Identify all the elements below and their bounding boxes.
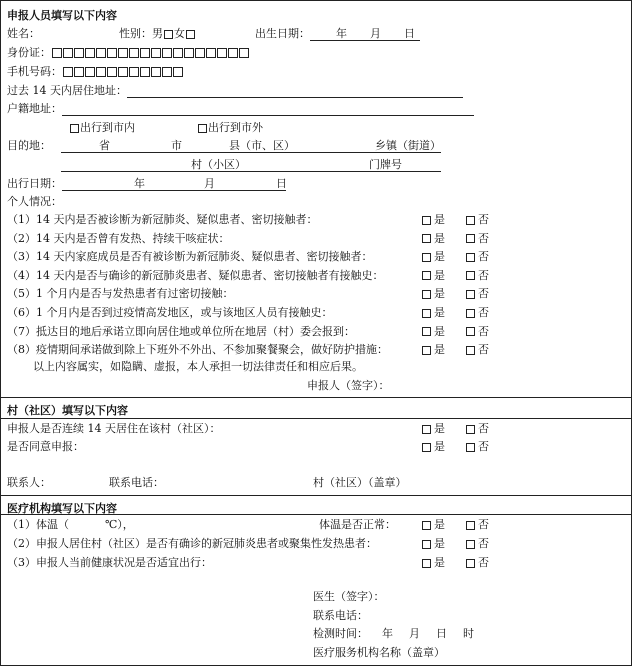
no-checkbox[interactable] (466, 290, 475, 299)
yes-checkbox[interactable] (422, 559, 431, 568)
out-city-label: 出行到市外 (208, 121, 263, 134)
contact-label: 联系人： (7, 476, 51, 489)
yes-checkbox[interactable] (422, 443, 431, 452)
hour-label: 时 (463, 627, 474, 640)
city-label: 市 (171, 139, 182, 152)
section-header: 申报人员填写以下内容 (7, 9, 117, 22)
male-label: 男 (152, 27, 163, 40)
community-q2-options (421, 440, 489, 454)
condition-item-text: （5）1 个月内是否与发热患者有过密切接触： (7, 287, 234, 301)
name-row (7, 27, 40, 41)
household-input[interactable] (62, 104, 474, 116)
village-label: 村（小区） (191, 158, 246, 171)
test-time-row (313, 627, 474, 641)
medical-org-stamp-label: 医疗服务机构名称（盖章） (313, 646, 445, 659)
no-label: 否 (478, 343, 489, 357)
gender-label: 性别： (119, 27, 152, 40)
yes-label: 是 (434, 213, 445, 226)
condition-item-options (421, 325, 489, 339)
yes-checkbox[interactable] (422, 540, 431, 549)
province-label: 省 (99, 139, 110, 152)
destination-line2[interactable] (61, 158, 441, 172)
male-checkbox[interactable] (164, 30, 173, 39)
id-label: 身份证： (7, 46, 51, 59)
month-label: 月 (204, 177, 215, 190)
section-header: 村（社区）填写以下内容 (7, 404, 128, 417)
medical-section (1, 495, 631, 665)
no-label: 否 (478, 250, 489, 264)
no-checkbox[interactable] (466, 443, 475, 452)
yes-label: 是 (434, 231, 445, 245)
no-label: 否 (478, 306, 489, 319)
yes-label: 是 (434, 556, 445, 569)
yes-checkbox[interactable] (422, 253, 431, 262)
no-label: 否 (478, 324, 489, 338)
yes-checkbox[interactable] (422, 290, 431, 299)
year-label: 年 (336, 27, 347, 40)
section-header: 医疗机构填写以下内容 (7, 502, 117, 515)
phone-number-boxes[interactable] (62, 65, 183, 79)
declaration-text: 以上内容属实，如隐瞒、虚报，本人承担一切法律责任和相应后果。 (33, 360, 363, 373)
id-row (7, 46, 249, 60)
medical-q2: （2）申报人居住村（社区）是否有确诊的新冠肺炎患者或聚集性发热患者： (7, 537, 377, 550)
yes-checkbox[interactable] (422, 346, 431, 355)
medical-q3: （3）申报人当前健康状况是否适宜出行： (7, 556, 212, 569)
test-time-label: 检测时间： (313, 627, 368, 640)
month-label: 月 (409, 627, 420, 640)
out-city-checkbox[interactable] (198, 124, 207, 133)
condition-item-options (421, 287, 489, 301)
condition-item-options (421, 269, 489, 283)
community-section (1, 397, 631, 495)
yes-label: 是 (434, 287, 445, 301)
destination-line1[interactable] (61, 139, 441, 153)
no-label: 否 (478, 518, 489, 531)
house-number-label: 门牌号 (369, 158, 402, 171)
no-label: 否 (478, 213, 489, 226)
no-checkbox[interactable] (466, 559, 475, 568)
no-checkbox[interactable] (466, 216, 475, 225)
no-checkbox[interactable] (466, 521, 475, 530)
condition-item-options (421, 343, 489, 357)
yes-checkbox[interactable] (422, 216, 431, 225)
condition-item-options (421, 250, 489, 264)
out-city-option[interactable] (197, 121, 263, 135)
yes-label: 是 (434, 268, 445, 282)
month-label: 月 (370, 27, 381, 40)
no-checkbox[interactable] (466, 271, 475, 280)
in-city-label: 出行到市内 (80, 121, 135, 134)
condition-item-text: （6）1 个月内是否到过疫情高发地区，或与该地区人员有接触史： (7, 306, 333, 319)
female-label: 女 (174, 27, 185, 40)
contact-phone-label: 联系电话： (109, 476, 164, 489)
day-label: 日 (436, 627, 447, 640)
day-label: 日 (276, 177, 287, 190)
address14-row (7, 84, 463, 98)
no-checkbox[interactable] (466, 346, 475, 355)
household-row (7, 102, 474, 116)
no-checkbox[interactable] (466, 425, 475, 434)
yes-checkbox[interactable] (422, 425, 431, 434)
no-label: 否 (478, 556, 489, 569)
no-label: 否 (478, 268, 489, 282)
condition-item-options (421, 213, 489, 227)
temperature-label: （1）体温（ (7, 518, 69, 531)
personal-label: 个人情况： (7, 195, 62, 208)
condition-item-text: （8）疫情期间承诺做到除上下班外不外出、不参加聚餐聚会，做好防护措施： (7, 343, 388, 357)
medical-q3-options (421, 556, 489, 570)
no-label: 否 (478, 537, 489, 550)
yes-label: 是 (434, 518, 445, 531)
yes-label: 是 (434, 422, 445, 435)
gender-field (119, 27, 196, 41)
temperature-row (7, 518, 134, 532)
no-label: 否 (478, 231, 489, 245)
day-label: 日 (404, 27, 415, 40)
no-checkbox[interactable] (466, 327, 475, 336)
yes-checkbox[interactable] (422, 521, 431, 530)
community-stamp-label: 村（社区）（盖章） (313, 476, 407, 489)
birth-field (255, 27, 420, 41)
no-checkbox[interactable] (466, 309, 475, 318)
community-q1-options (421, 422, 489, 436)
community-q1: 申报人是否连续 14 天居住在该村（社区）： (7, 422, 221, 435)
travel-date-row (7, 177, 286, 191)
applicant-section (1, 1, 631, 397)
yes-label: 是 (434, 537, 445, 550)
travel-date-input[interactable] (62, 179, 286, 191)
in-city-checkbox[interactable] (70, 124, 79, 133)
applicant-sign-label: 申报人（签字）： (307, 379, 390, 392)
year-label: 年 (134, 177, 145, 190)
address14-label: 过去 14 天内居住地址： (7, 84, 127, 97)
no-checkbox[interactable] (466, 540, 475, 549)
phone-label: 手机号码： (7, 65, 62, 78)
yes-checkbox[interactable] (422, 309, 431, 318)
county-label: 县（市、区） (229, 139, 295, 152)
yes-label: 是 (434, 324, 445, 338)
in-city-option[interactable] (69, 121, 135, 135)
temperature-normal-label: 体温是否正常： (319, 518, 396, 531)
town-label: 乡镇（街道） (375, 139, 441, 152)
yes-label: 是 (434, 306, 445, 319)
yes-checkbox[interactable] (422, 271, 431, 280)
yes-label: 是 (434, 343, 445, 357)
no-checkbox[interactable] (466, 253, 475, 262)
condition-item-options (421, 306, 489, 320)
female-checkbox[interactable] (186, 30, 195, 39)
temperature-unit: ℃）， (105, 518, 134, 531)
birth-date-input[interactable] (310, 29, 420, 41)
no-checkbox[interactable] (466, 234, 475, 243)
destination-label: 目的地： (7, 139, 51, 152)
year-label: 年 (382, 627, 393, 640)
condition-item-text: （3）14 天内家庭成员是否有被诊断为新冠肺炎、疑似患者、密切接触者： (7, 250, 373, 264)
yes-checkbox[interactable] (422, 327, 431, 336)
condition-item-text: （7）抵达目的地后承诺立即向居住地或单位所在地居（村）委会报到： (7, 324, 355, 338)
yes-checkbox[interactable] (422, 234, 431, 243)
condition-item-text: （4）14 天内是否与确诊的新冠肺炎患者、疑似患者、密切接触者有接触史： (7, 268, 384, 282)
doctor-sign-label: 医生（签字）： (313, 590, 385, 603)
phone-row (7, 65, 183, 79)
travel-date-label: 出行日期： (7, 177, 62, 190)
temperature-options (421, 518, 489, 532)
name-label: 姓名： (7, 27, 40, 40)
id-number-boxes[interactable] (51, 46, 249, 60)
no-label: 否 (478, 287, 489, 301)
address14-input[interactable] (127, 86, 463, 98)
medical-q2-options (421, 537, 489, 551)
birth-label: 出生日期： (255, 27, 310, 40)
community-q2: 是否同意申报： (7, 440, 84, 453)
condition-item-text: （1）14 天内是否被诊断为新冠肺炎、疑似患者、密切接触者： (7, 213, 318, 226)
no-label: 否 (478, 440, 489, 453)
yes-label: 是 (434, 440, 445, 453)
no-label: 否 (478, 422, 489, 435)
condition-item-options (421, 232, 489, 246)
household-label: 户籍地址： (7, 102, 62, 115)
condition-item-text: （2）14 天内是否曾有发热、持续干咳症状： (7, 231, 230, 245)
medical-contact-phone-label: 联系电话： (313, 609, 368, 622)
yes-label: 是 (434, 250, 445, 264)
